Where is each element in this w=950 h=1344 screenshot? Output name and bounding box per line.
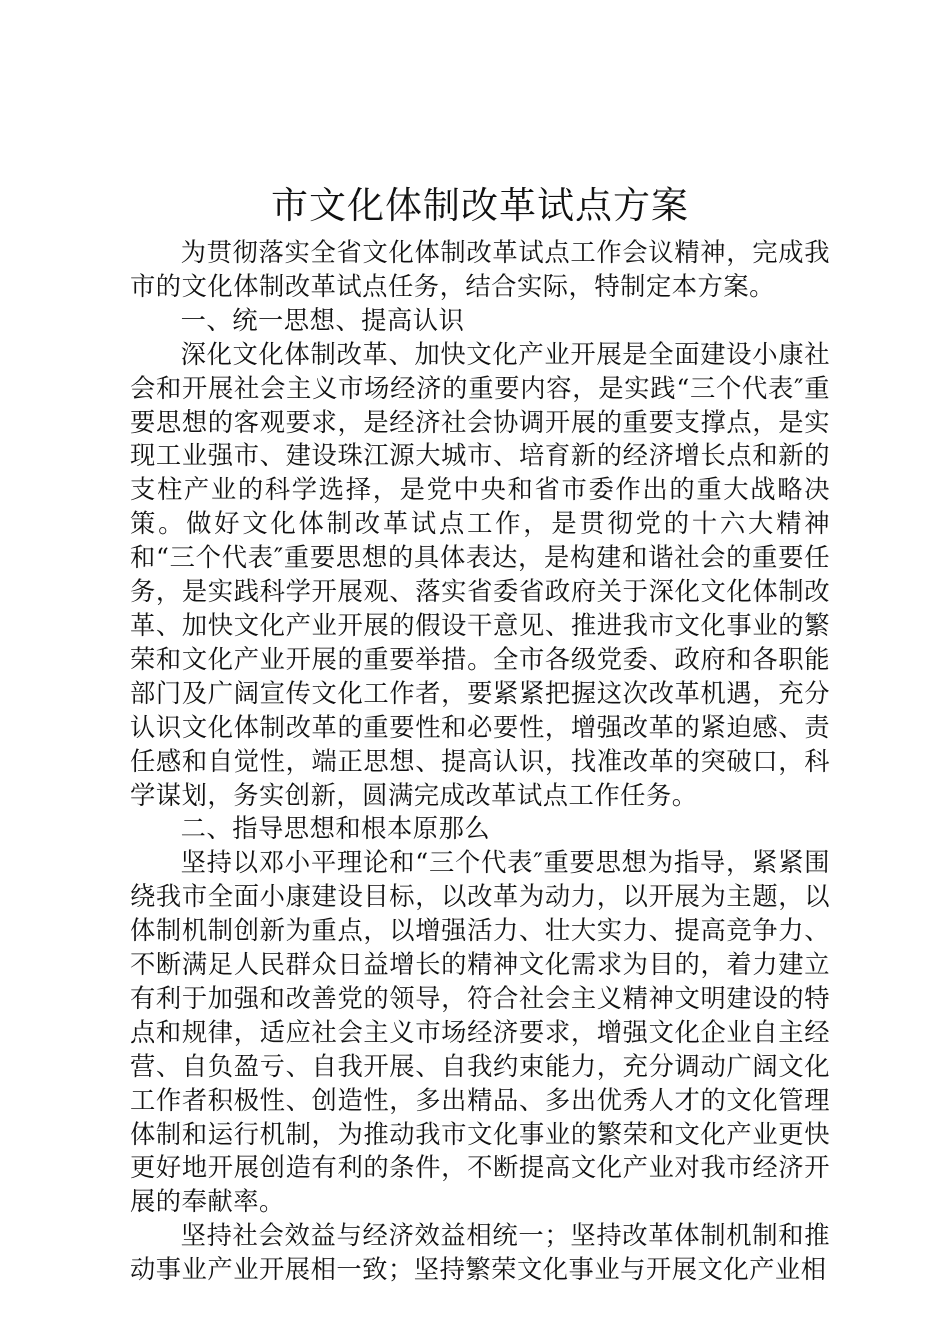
section-1-paragraph: 深化文化体制改革、加快文化产业开展是全面建设小康社会和开展社会主义市场经济的重要内容，是实践“三个代表″重要思想的客观要求，是经济社会协调开展的重要支撑点，是实现工业强市、建设珠江源大城市、培育新的经济增长点和新的支柱产业的科学选择，是党中央和省市委作出的重大战略决策。做好文化体制改革试点工作，是贯彻党的十六大精神和“三个代表″重要思想的具体表达，是构建和谐社会的重要任务，是实践科学开展观、落实省委省政府关于深化文化体制改革、加快文化产业开展的假设干意见、推进我市文化事业的繁荣和文化产业开展的重要举措。全市各级党委、政府和各职能部门及广阔宣传文化工作者，要紧紧把握这次改革机遇，充分认识文化体制改革的重要性和必要性，增强改革的紧迫感、责任感和自觉性，端正思想、提高认识，找准改革的突破口，科学谋划，务实创新，圆满完成改革试点工作任务。 — [130, 339, 830, 810]
section-2-paragraph: 坚持以邓小平理论和“三个代表″重要思想为指导，紧紧围绕我市全面小康建设目标，以改革为动力，以开展为主题，以体制机制创新为重点，以增强活力、壮大实力、提高竞争力、不断满足人民群众日益增长的精神文化需求为目的，着力建立有利于加强和改善党的领导，符合社会主义精神文明建设的特点和规律，适应社会主义市场经济要求，增强文化企业自主经营、自负盈亏、自我开展、自我约束能力，充分调动广阔文化工作者积极性、创造性，多出精品、多出优秀人才的文化管理体制和运行机制，为推动我市文化事业的繁荣和文化产业更快更好地开展创造有利的条件，不断提高文化产业对我市经济开展的奉献率。 — [130, 848, 830, 1217]
section-1-heading: 一、统一思想、提高认识 — [180, 305, 465, 335]
section-2-heading: 二、指导思想和根本原那么 — [180, 814, 491, 844]
document-title: 市文化体制改革试点方案 — [271, 184, 689, 227]
intro-paragraph: 为贯彻落实全省文化体制改革试点工作会议精神，完成我市的文化体制改革试点任务，结合实际，特制定本方案。 — [130, 238, 830, 301]
document-page — [130, 178, 830, 1287]
section-2-paragraph-2: 坚持社会效益与经济效益相统一；坚持改革体制机制和推动事业产业开展相一致；坚持繁荣文化事业与开展文化产业相 — [130, 1221, 830, 1285]
